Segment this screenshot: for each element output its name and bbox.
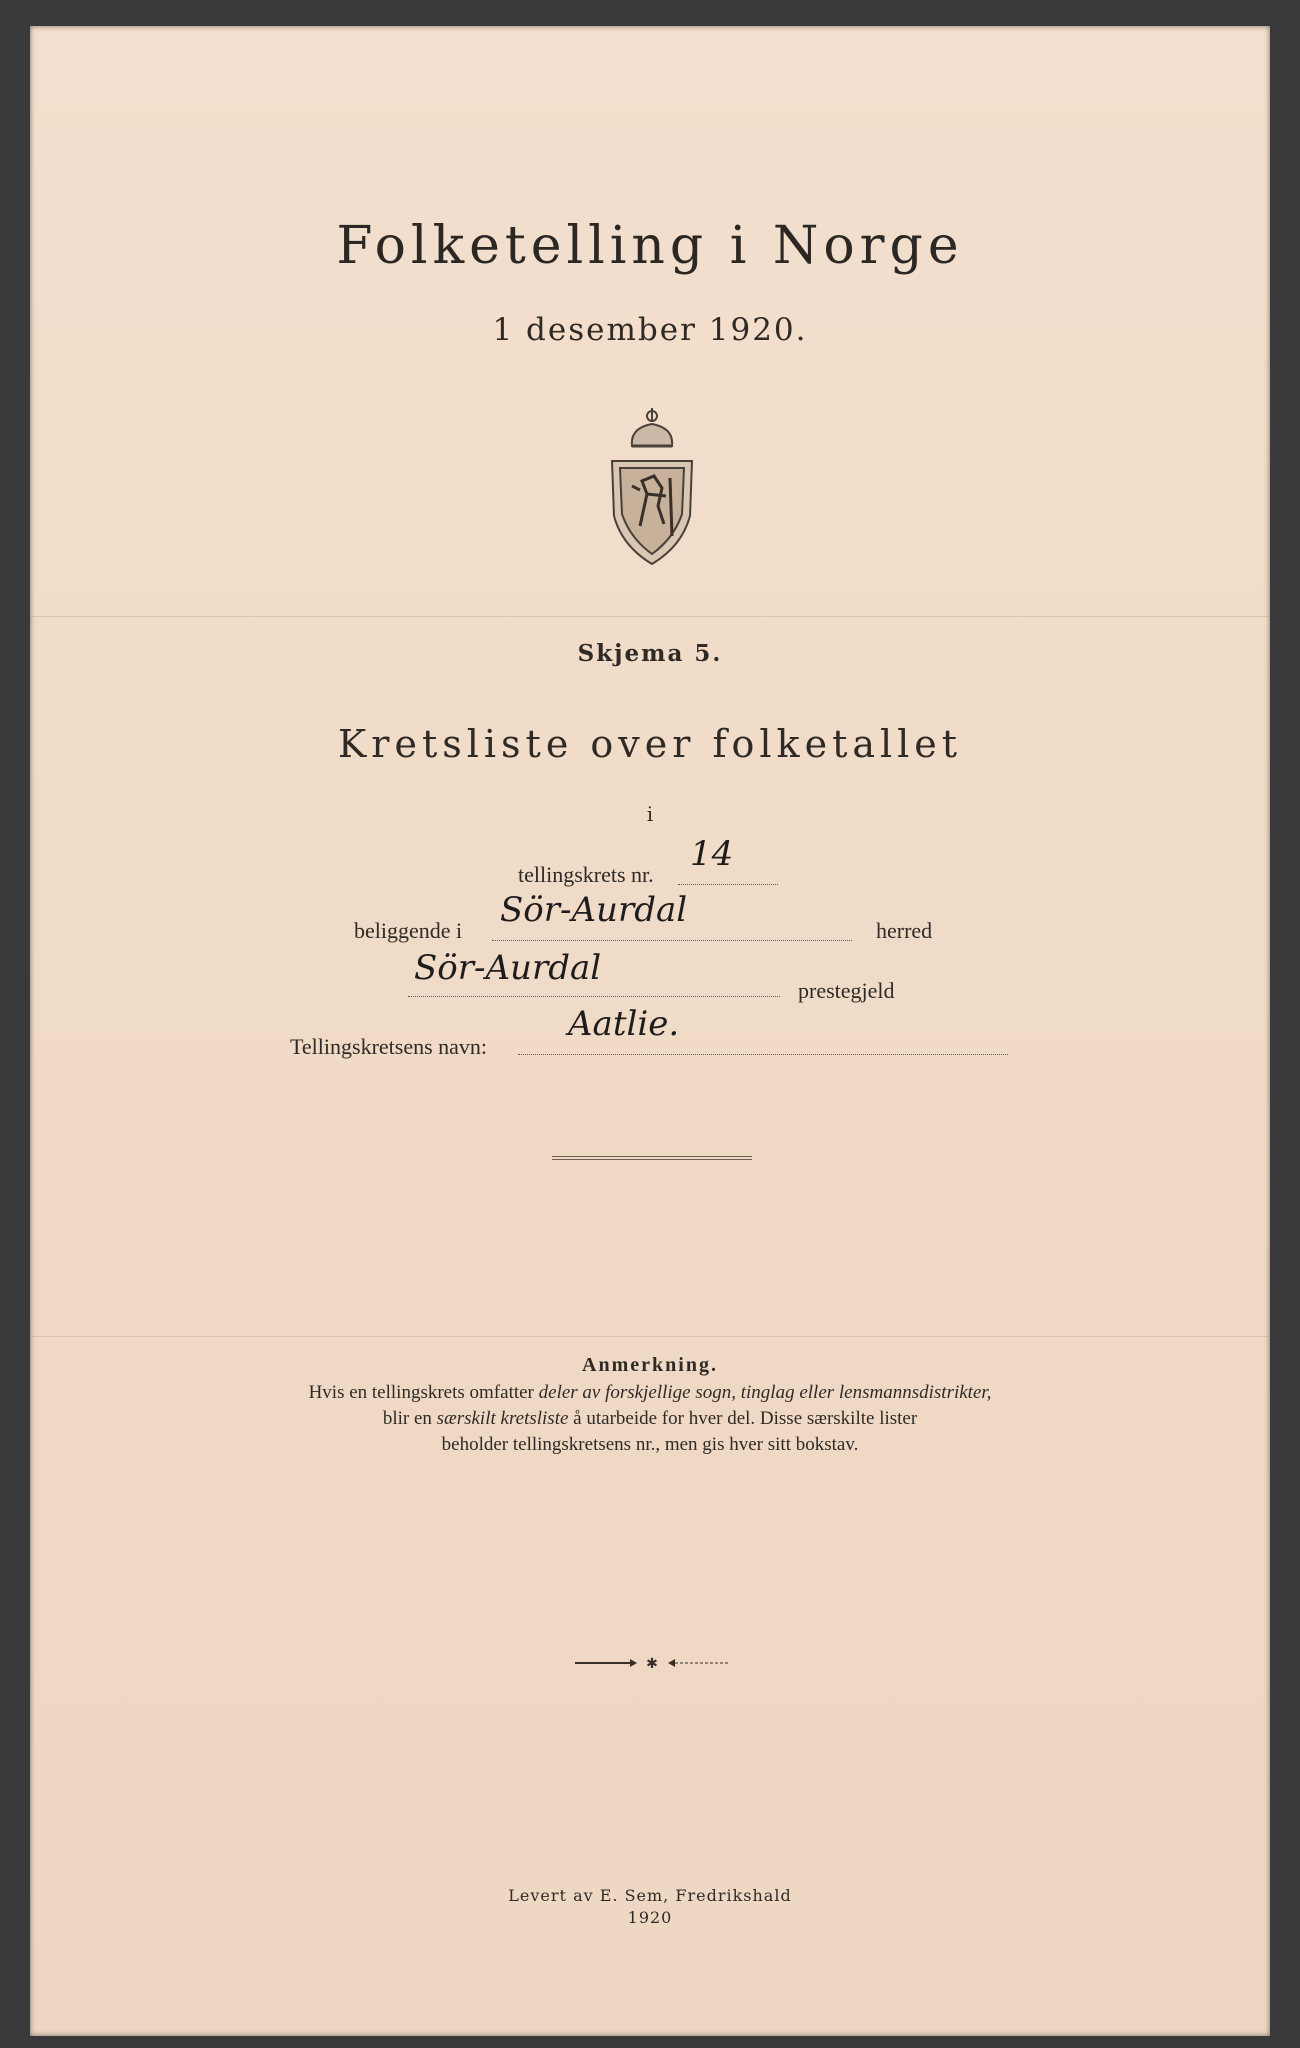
note-line-1: Hvis en tellingskrets omfatter deler av forskjellige sogn, tinglag eller lensmannsdistrikter,	[308, 1382, 992, 1403]
page-title: Folketelling i Norge	[336, 216, 964, 276]
census-date: 1 desember 1920.	[492, 312, 808, 348]
divider-rule	[552, 1156, 752, 1160]
preposition: i	[646, 802, 654, 826]
census-form-page	[30, 26, 1270, 2036]
navn-value: Aatlie.	[568, 1004, 680, 1044]
ornament-icon	[575, 1656, 730, 1670]
prestegjeld-value: Sör-Aurdal	[414, 948, 602, 988]
fold-line	[30, 1336, 1270, 1337]
prestegjeld-suffix: prestegjeld	[798, 978, 895, 1003]
herred-prefix: beliggende i	[354, 918, 463, 943]
form-heading: Kretsliste over folketallet	[337, 722, 963, 766]
coat-of-arms-icon	[602, 406, 702, 566]
krets-value: 14	[690, 834, 734, 874]
note-heading: Anmerkning.	[582, 1354, 718, 1376]
form-number: Skjema 5.	[577, 640, 723, 667]
fold-line	[30, 616, 1270, 617]
printer-line: Levert av E. Sem, Fredrikshald	[508, 1886, 792, 1905]
printer-year: 1920	[627, 1908, 673, 1927]
note-line-2: blir en særskilt kretsliste å utarbeide for hver del. Disse særskilte lister	[382, 1408, 918, 1429]
svg-text:✱: ✱	[646, 1656, 658, 1670]
navn-label: Tellingskretsens navn:	[290, 1034, 488, 1059]
herred-suffix: herred	[876, 918, 933, 943]
herred-value: Sör-Aurdal	[500, 890, 688, 930]
krets-label: tellingskrets nr.	[518, 862, 654, 887]
note-line-3: beholder tellingskretsens nr., men gis hver sitt bokstav.	[441, 1434, 859, 1455]
